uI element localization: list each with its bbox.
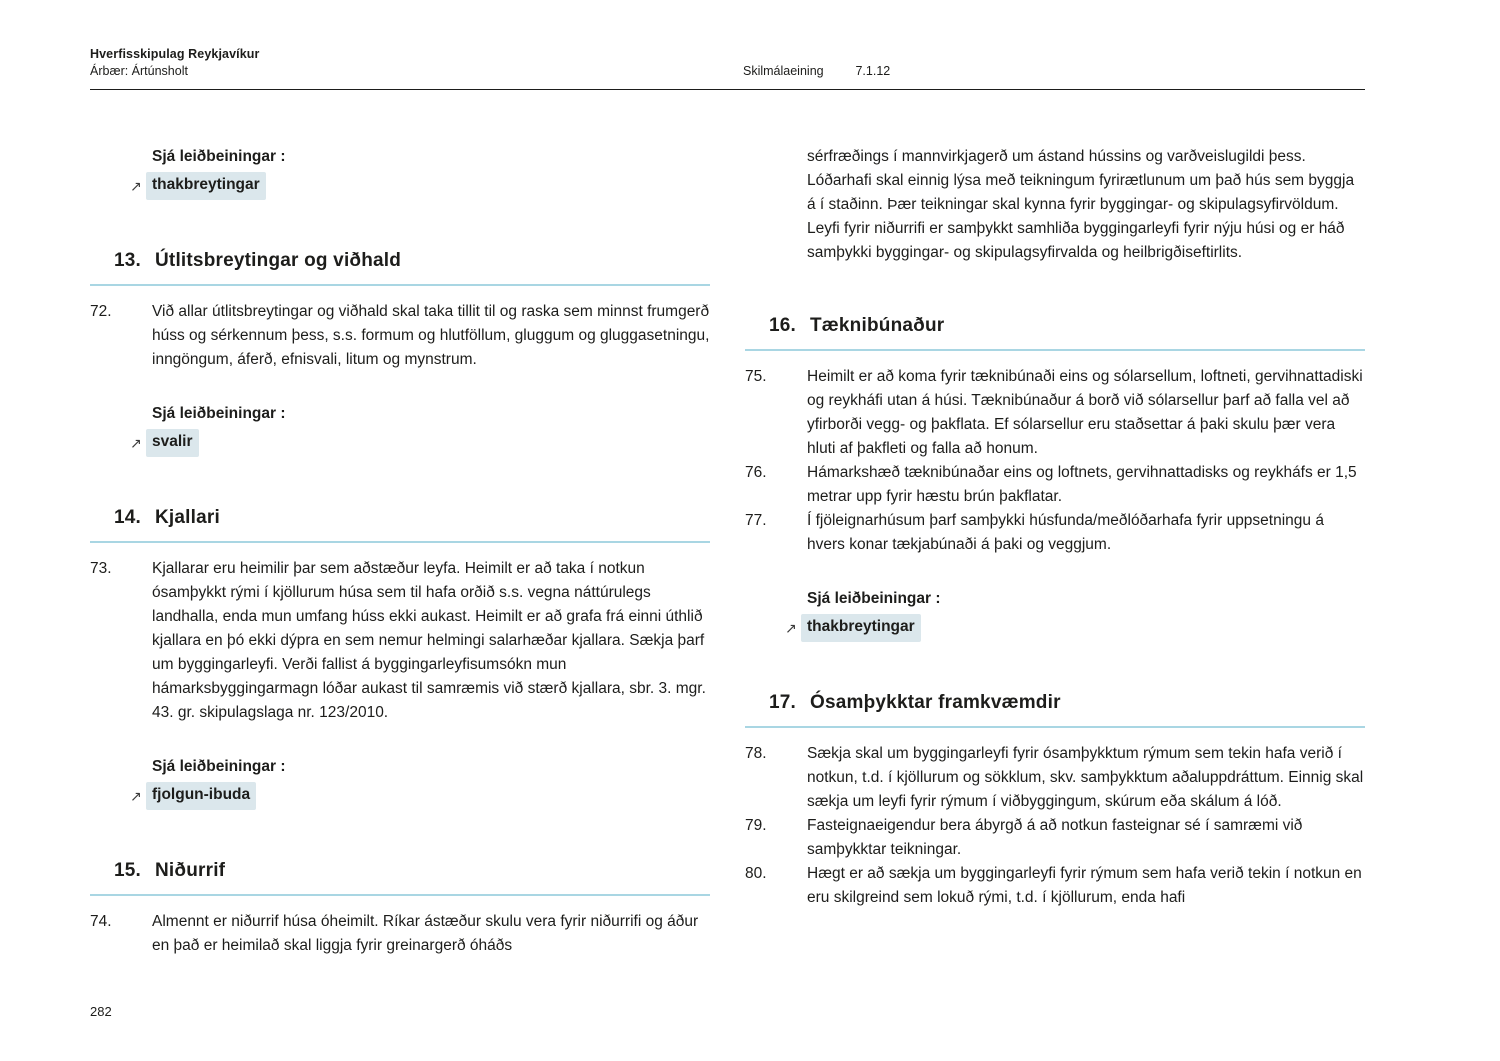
section-title: Útlitsbreytingar og viðhald	[155, 250, 402, 271]
guideline-link[interactable]: thakbreytingar	[801, 614, 921, 642]
guideline-link-row	[785, 614, 1365, 642]
section-title: Ósamþykktar framkvæmdir	[810, 692, 1061, 713]
external-link-arrow-icon: ↗	[130, 178, 142, 194]
item-number: 74.	[90, 913, 112, 930]
numbered-item	[745, 742, 1365, 814]
item-number: 79.	[745, 817, 767, 834]
section-heading	[745, 692, 1365, 728]
item-text: Fasteignaeigendur bera ábyrgð á að notkun fasteignar sé í samræmi við samþykktar teikningar.	[807, 817, 1303, 858]
column-right	[745, 145, 1365, 958]
column-left	[90, 145, 710, 958]
numbered-item	[90, 910, 710, 958]
guidelines-block	[90, 755, 710, 810]
section-number: 16.	[769, 315, 797, 336]
item-number: 76.	[745, 464, 767, 481]
continuation-paragraph: sérfræðings í mannvirkjagerð um ástand hússins og varðveislugildi þess. Lóðarhafi skal einnig lýsa með teikningum fyrirætlunum um það hús sem byggja á í staðinn. Þær teikningar skal kynna fyrir byggingar- og skipulagsyfirvöldum. Leyfi fyrir niðurrifi er samþykkt samhliða byggingarleyfi fyrir nýju húsi og er háð samþykki byggingar- og skipulagsyfirvalda og heilbrigðiseftirlits.	[807, 148, 1355, 261]
header-meta	[743, 64, 890, 78]
item-number: 73.	[90, 560, 112, 577]
guidelines-block	[90, 402, 710, 457]
item-number: 80.	[745, 865, 767, 882]
item-text: Heimilt er að koma fyrir tæknibúnaði eins og sólarsellum, loftneti, gervihnattadiski og reykháfi utan á húsi. Tæknibúnaður á borð við sólarsellur þarf að falla vel að yfirborði vegg- og þakflata. Ef sólarsellur eru staðsettar á þaki skulu þær vera hluti af þakfleti og falla að honum.	[807, 368, 1363, 457]
section-title: Niðurrif	[155, 860, 226, 881]
external-link-arrow-icon: ↗	[130, 788, 142, 804]
numbered-item	[90, 300, 710, 372]
item-number: 75.	[745, 368, 767, 385]
numbered-item	[745, 509, 1365, 557]
numbered-item	[745, 461, 1365, 509]
section-number: 15.	[114, 860, 142, 881]
content-area	[90, 145, 1365, 958]
numbered-item	[745, 365, 1365, 461]
external-link-arrow-icon: ↗	[130, 435, 142, 451]
guideline-link[interactable]: fjolgun-ibuda	[146, 782, 256, 810]
meta-label: Skilmálaeining	[743, 64, 824, 78]
guideline-link-row	[130, 429, 710, 457]
section-number: 13.	[114, 250, 142, 271]
guidelines-label: Sjá leiðbeiningar :	[152, 405, 286, 422]
page-number: 282	[90, 1004, 112, 1019]
section-heading	[90, 860, 710, 896]
item-number: 72.	[90, 303, 112, 320]
guideline-link[interactable]: svalir	[146, 429, 199, 457]
section-number: 17.	[769, 692, 797, 713]
guideline-link-row	[130, 172, 710, 200]
guidelines-label: Sjá leiðbeiningar :	[807, 590, 941, 607]
numbered-item	[90, 557, 710, 725]
item-text: Hægt er að sækja um byggingarleyfi fyrir rýmum sem hafa verið tekin í notkun en eru skilgreind sem lokuð rými, t.d. í kjöllurum, enda hafi	[807, 865, 1362, 906]
section-title: Tæknibúnaður	[810, 315, 945, 336]
document-subtitle: Árbær: Ártúnsholt	[90, 64, 188, 78]
meta-value: 7.1.12	[855, 64, 891, 78]
header-divider	[90, 89, 1365, 90]
section-heading	[90, 507, 710, 543]
item-number: 78.	[745, 745, 767, 762]
item-text: Sækja skal um byggingarleyfi fyrir ósamþykktum rýmum sem tekin hafa verið í notkun, t.d. í kjöllurum og sökklum, skv. samþykktum aðaluppdráttum. Einnig skal sækja um leyfi fyrir rýmum í viðbyggingum, skúrum eða skálum á lóð.	[807, 745, 1364, 810]
numbered-item	[745, 814, 1365, 862]
external-link-arrow-icon: ↗	[785, 620, 797, 636]
guideline-link[interactable]: thakbreytingar	[146, 172, 266, 200]
guideline-link-row	[130, 782, 710, 810]
item-text: Við allar útlitsbreytingar og viðhald skal taka tillit til og raska sem minnst frumgerð húss og sérkennum þess, s.s. formum og hlutföllum, gluggum og gluggasetningu, inngöngum, áferð, efnisvali, litum og mynstrum.	[152, 303, 710, 368]
item-text: Hámarkshæð tæknibúnaðar eins og loftnets, gervihnattadisks og reykháfs er 1,5 metrar upp fyrir hæstu brún þakflatar.	[807, 464, 1357, 505]
item-text: Kjallarar eru heimilir þar sem aðstæður leyfa. Heimilt er að taka í notkun ósamþykkt rými í kjöllurum húsa sem til hafa orðið s.s. vegna náttúrulegs landhalla, enda mun umfang húss ekki aukast. Heimilt er að grafa frá einni úthlið kjallara en þó ekki dýpra en sem nemur helmingi salarhæðar kjallara. Sækja þarf um byggingarleyfi. Verði fallist á byggingarleyfisumsókn mun hámarksbyggingarmagn lóðar aukast til samræmis við stærð kjallara, sbr. 3. mgr. 43. gr. skipulagslaga nr. 123/2010.	[152, 560, 706, 721]
section-number: 14.	[114, 507, 142, 528]
guidelines-block	[90, 145, 710, 200]
numbered-item	[745, 862, 1365, 910]
section-heading	[745, 315, 1365, 351]
section-heading	[90, 250, 710, 286]
guidelines-label: Sjá leiðbeiningar :	[152, 148, 286, 165]
document-title: Hverfisskipulag Reykjavíkur	[90, 47, 260, 61]
page-header	[90, 0, 1365, 90]
guidelines-block	[745, 587, 1365, 642]
guidelines-label: Sjá leiðbeiningar :	[152, 758, 286, 775]
item-text: Almennt er niðurrif húsa óheimilt. Ríkar ástæður skulu vera fyrir niðurrifi og áður en það er heimilað skal liggja fyrir greinargerð óháðs	[152, 913, 699, 954]
section-title: Kjallari	[155, 507, 220, 528]
item-text: Í fjöleignarhúsum þarf samþykki húsfunda/meðlóðarhafa fyrir uppsetningu á hvers konar tækjabúnaði á þaki og veggjum.	[807, 512, 1324, 553]
item-number: 77.	[745, 512, 767, 529]
